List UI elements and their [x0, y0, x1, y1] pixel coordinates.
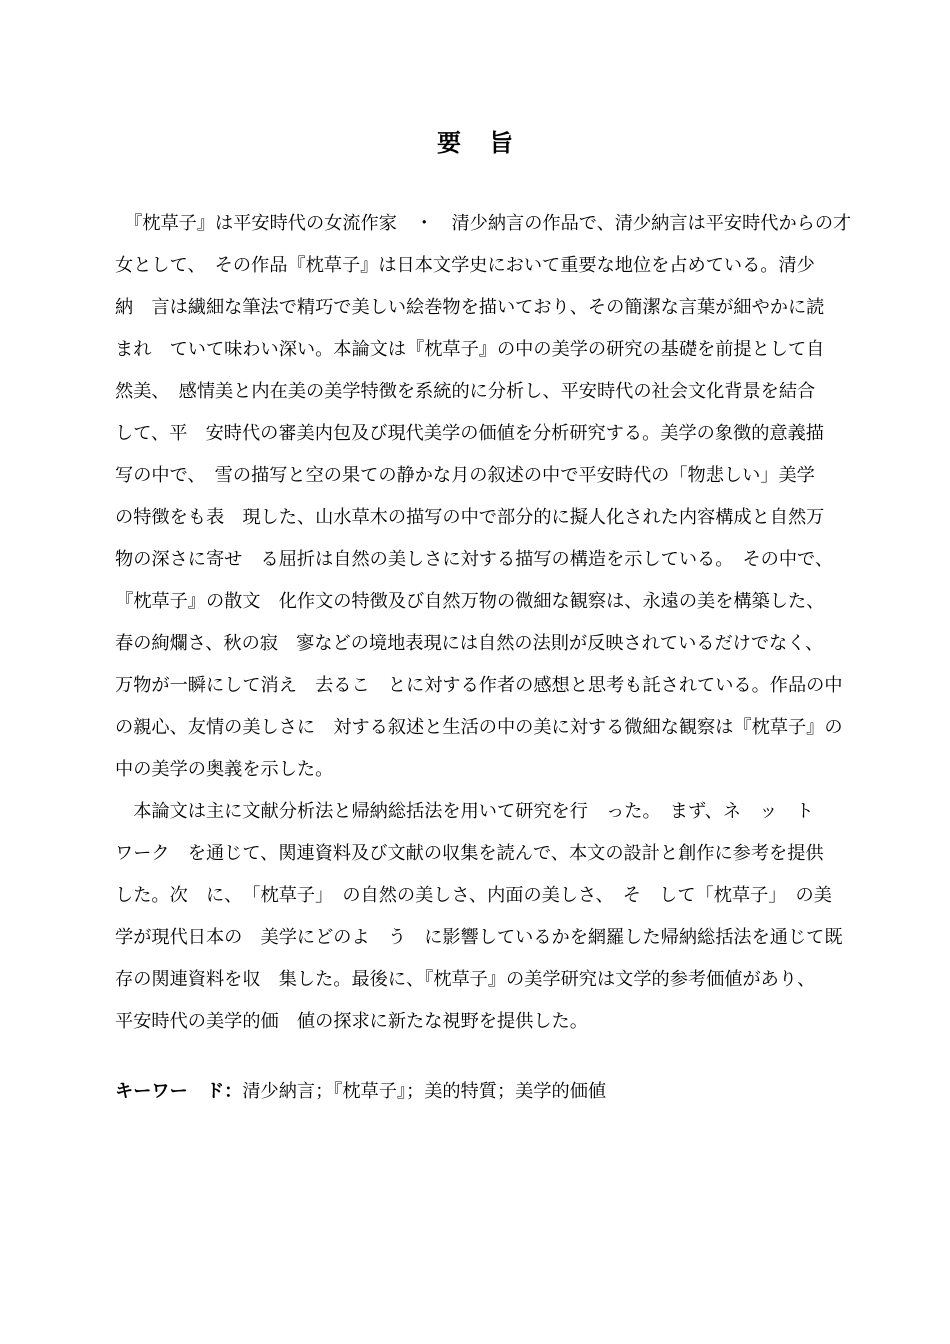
text-line: 春の絢爛さ、秋の寂 寥などの境地表現には自然の法則が反映されているだけでなく、 [115, 633, 824, 654]
text-line: 万物が一瞬にして消え 去るこ とに対する作者の感想と思考も託されている。作品の中 [115, 675, 843, 696]
text-line: 学が現代日本の 美学にどのよ う に影響しているかを網羅した帰納総括法を通じて既 [115, 927, 843, 948]
text-line: 納 言は繊細な筆法で精巧で美しい絵巻物を描いており、その簡潔な言葉が細やかに読 [115, 297, 825, 318]
title-char-1: 要 [437, 129, 461, 157]
paragraph-2 [115, 796, 865, 1048]
text-line: の親心、友情の美しさに 対する叙述と生活の中の美に対する微細な観察は『枕草子』の [115, 717, 843, 738]
text-line: 中の美学の奥義を示した。 [115, 759, 334, 780]
title-char-2: 旨 [489, 129, 513, 157]
text-line: した。次 に、 「枕草子」 の自然の美しさ、内面の美しさ、 そ して「枕草子」 の美 [115, 885, 832, 906]
text-line: 本論文は主に文献分析法と帰納総括法を用いて研究を行 った。 まず、ネ ッ ト [115, 801, 814, 822]
text-line: 然美、 感情美と内在美の美学特徴を系統的に分析し、平安時代の社会文化背景を結合 [115, 381, 816, 402]
text-line: 『枕草子』の散文 化作文の特徴及び自然万物の微細な観察は、永遠の美を構築した、 [115, 591, 825, 612]
keywords [115, 1076, 865, 1108]
text-line: 物の深さに寄せ る屈折は自然の美しさに対する描写の構造を示している。 その中で、 [115, 549, 834, 570]
abstract-body [115, 208, 865, 1048]
text-line: 平安時代の美学的価 値の探求に新たな視野を提供した。 [115, 1011, 588, 1032]
text-line: 女として、 その作品『枕草子』は日本文学史において重要な地位を占めている。清少 [115, 255, 815, 276]
text-line: して、平 安時代の審美内包及び現代美学の価値を分析研究する。美学の象徴的意義描 [115, 423, 824, 444]
page-title [0, 127, 950, 159]
keywords-text: 清少納言；『枕草子』；美的特質；美学的価値 [242, 1081, 607, 1102]
text-line: 存の関連資料を収 集した。最後に、『枕草子』の美学研究は文学的参考価値があり、 [115, 969, 816, 990]
text-line: ワーク を通じて、関連資料及び文献の収集を読んで、本文の設計と創作に参考を提供 [115, 843, 824, 864]
text-line: の特徴をも表 現した、山水草木の描写の中で部分的に擬人化された内容構成と自然万 [115, 507, 825, 528]
keywords-label: キーワー ド： [115, 1081, 243, 1102]
paragraph-1 [115, 208, 865, 796]
text-line: まれ ていて味わい深い。本論文は『枕草子』の中の美学の研究の基礎を前提として自 [115, 339, 825, 360]
text-line: 写の中で、 雪の描写と空の果ての静かな月の叙述の中で平安時代の「物悲しい」美学 [115, 465, 815, 486]
text-line: 『枕草子』は平安時代の女流作家 ・ 清少納言の作品で、清少納言は平安時代からの才 [115, 213, 852, 234]
